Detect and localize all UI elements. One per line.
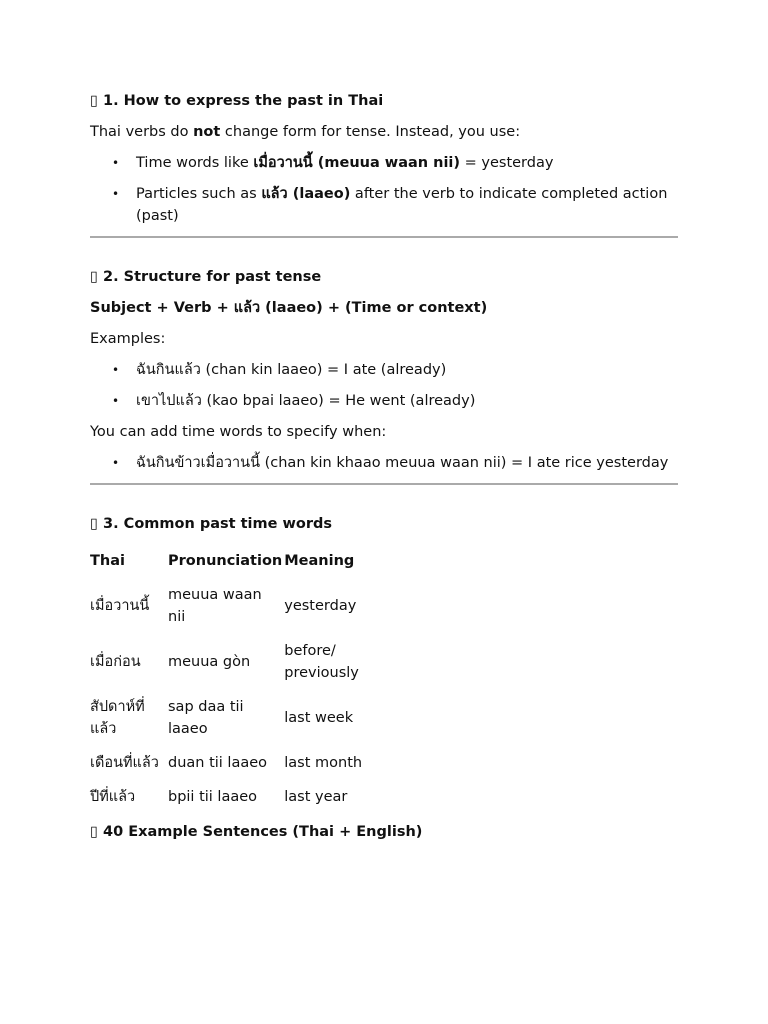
- table-cell: last month: [284, 755, 363, 771]
- table-row: [90, 690, 406, 746]
- time-words-table: [90, 544, 406, 814]
- intro-text: Thai verbs do: [90, 124, 194, 140]
- list-item: [136, 152, 678, 174]
- table-cell: yesterday: [284, 598, 357, 614]
- table-row: [90, 780, 406, 814]
- table-cell: สัปดาห์ที่แล้ว: [90, 699, 145, 737]
- time-example-list: [90, 452, 678, 474]
- table-cell: เมื่อวานนี้: [90, 598, 150, 614]
- column-header: Thai: [90, 553, 125, 569]
- table-cell: เมื่อก่อน: [90, 654, 141, 670]
- intro-text-end: change form for tense. Instead, you use:: [220, 124, 521, 140]
- column-header: Meaning: [284, 553, 355, 569]
- list-item: • เขาไปแล้ว (kao bpai laaeo) = He went (already): [136, 390, 678, 412]
- item-bold: เมื่อวานนี้ (meuua waan nii): [253, 155, 461, 171]
- table-cell: before/ previously: [284, 643, 359, 681]
- divider: [90, 236, 678, 238]
- list-item: [136, 183, 678, 227]
- table-cell: เดือนที่แล้ว: [90, 755, 159, 771]
- table-cell: meuua gòn: [168, 654, 251, 670]
- table-cell: meuua waan nii: [168, 587, 262, 625]
- list-item: • ฉันกินแล้ว (chan kin laaeo) = I ate (already): [136, 359, 678, 381]
- intro-bold: not: [193, 124, 221, 140]
- table-cell: sap daa tii laaeo: [168, 699, 244, 737]
- item-text-end: = yesterday: [460, 155, 554, 171]
- list-item: • ฉันกินข้าวเมื่อวานนี้ (chan kin khaao meuua waan nii) = I ate rice yesterday: [136, 452, 678, 474]
- item-text-end: after the verb to indicate completed action (past): [136, 186, 668, 224]
- examples-label: Examples:: [90, 331, 166, 347]
- examples-list: [90, 359, 678, 412]
- item-text: Time words like: [136, 155, 254, 171]
- table-row: [90, 634, 406, 690]
- table-cell: last year: [284, 789, 348, 805]
- table-row: [90, 578, 406, 634]
- section-3-heading: ▯ 3. Common past time words: [90, 516, 333, 532]
- table-cell: bpii tii laaeo: [168, 789, 258, 805]
- table-cell: ปีที่แล้ว: [90, 789, 136, 805]
- divider: [90, 483, 678, 485]
- add-time-text: You can add time words to specify when:: [90, 424, 387, 440]
- section-4-heading: ▯ 40 Example Sentences (Thai + English): [90, 824, 423, 840]
- section-1-intro: [90, 121, 678, 143]
- column-header: Pronunciation: [168, 553, 283, 569]
- table-cell: duan tii laaeo: [168, 755, 268, 771]
- item-text: Particles such as: [136, 186, 262, 202]
- section-2-heading: ▯ 2. Structure for past tense: [90, 269, 322, 285]
- section-1-list: [90, 152, 678, 227]
- table-row: [90, 746, 406, 780]
- table-cell: last week: [284, 710, 354, 726]
- section-1-heading: ▯ 1. How to express the past in Thai: [90, 93, 384, 109]
- item-bold: แล้ว (laaeo): [261, 186, 351, 202]
- structure-formula: Subject + Verb + แล้ว (laaeo) + (Time or context): [90, 300, 488, 316]
- table-header-row: [90, 544, 406, 578]
